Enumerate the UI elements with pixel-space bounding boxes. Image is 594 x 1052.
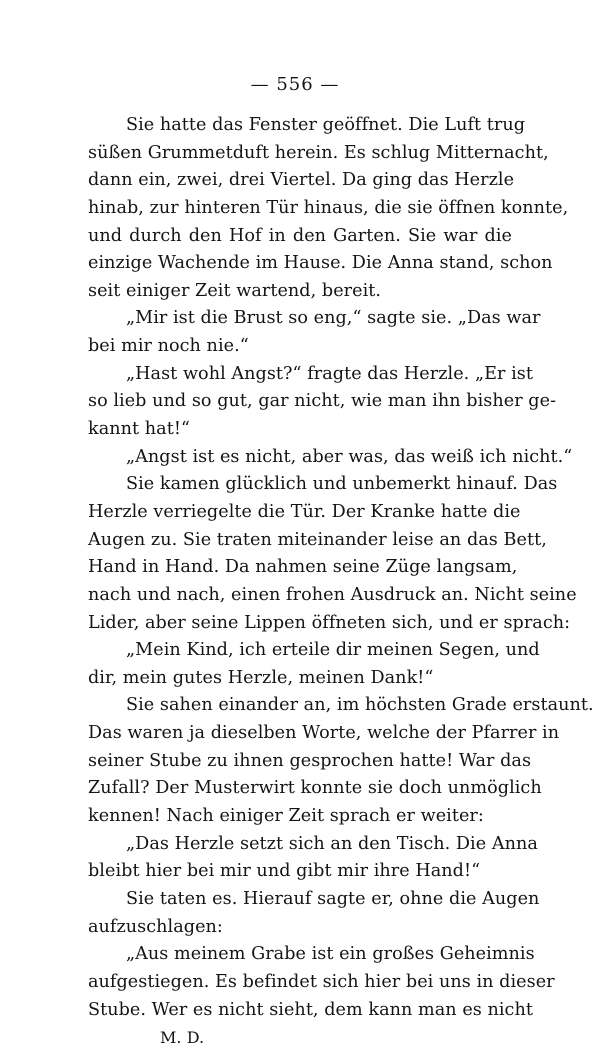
body-text [88, 112, 594, 1052]
text-line: so lieb und so gut, gar nicht, wie man ihn bisher ge- [88, 391, 557, 412]
text-line: kannt hat!“ [88, 419, 190, 440]
text-line: Herzle verriegelte die Tür. Der Kranke hatte die [88, 501, 521, 522]
text-line: „Angst ist es nicht, aber was, das weiß ich nicht.“ [126, 446, 573, 467]
text-line: Sie sahen einander an, im höchsten Grade erstaunt. [126, 695, 594, 716]
text-line: Das waren ja dieselben Worte, welche der Pfarrer in [88, 723, 560, 744]
text-line: Sie kamen glücklich und unbemerkt hinauf. Das [126, 474, 558, 495]
text-line: einzige Wachende im Hause. Die Anna stand, schon [88, 253, 553, 274]
text-line: Hand in Hand. Da nahmen seine Züge langsam, [88, 557, 518, 578]
text-line: Augen zu. Sie traten miteinander leise an das Bett, [88, 529, 547, 550]
text-line: „Mir ist die Brust so eng,“ sagte sie. „Das war [126, 308, 541, 329]
text-line: Lider, aber seine Lippen öffneten sich, und er sprach: [88, 612, 571, 633]
text-line: „Das Herzle setzt sich an den Tisch. Die Anna [126, 833, 538, 854]
text-line: seiner Stube zu ihnen gesprochen hatte! War das [88, 750, 532, 771]
text-line: aufzuschlagen: [88, 916, 223, 937]
text-line: dir, mein gutes Herzle, meinen Dank!“ [88, 667, 434, 688]
text-line: hinab, zur hinteren Tür hinaus, die sie öffnen konnte, [88, 197, 569, 218]
text-line: und durch den Hof in den Garten. Sie war die [88, 225, 512, 246]
text-line: kennen! Nach einiger Zeit sprach er weiter: [88, 806, 484, 827]
text-line: bei mir noch nie.“ [88, 336, 249, 357]
page-number: — 556 — [250, 74, 340, 95]
text-line: „Aus meinem Grabe ist ein großes Geheimnis [126, 944, 535, 965]
text-line: süßen Grummetduft herein. Es schlug Mitternacht, [88, 142, 549, 163]
text-line: Stube. Wer es nicht sieht, dem kann man es nicht [88, 999, 533, 1020]
text-line: Sie taten es. Hierauf sagte er, ohne die Augen [126, 888, 540, 909]
text-line: nach und nach, einen frohen Ausdruck an. Nicht seine [88, 584, 577, 605]
text-line: seit einiger Zeit wartend, bereit. [88, 280, 382, 301]
text-line: bleibt hier bei mir und gibt mir ihre Hand!“ [88, 861, 481, 882]
text-line: dann ein, zwei, drei Viertel. Da ging das Herzle [88, 170, 515, 191]
text-line: Zufall? Der Musterwirt konnte sie doch unmöglich [88, 778, 542, 799]
text-line: Sie hatte das Fenster geöffnet. Die Luft trug [126, 115, 526, 135]
signature-mark: M. D. [160, 1028, 205, 1048]
text-line: „Mein Kind, ich erteile dir meinen Segen, und [126, 640, 540, 661]
text-line: „Hast wohl Angst?“ fragte das Herzle. „Er ist [126, 363, 533, 384]
text-line: aufgestiegen. Es befindet sich hier bei uns in dieser [88, 971, 555, 992]
